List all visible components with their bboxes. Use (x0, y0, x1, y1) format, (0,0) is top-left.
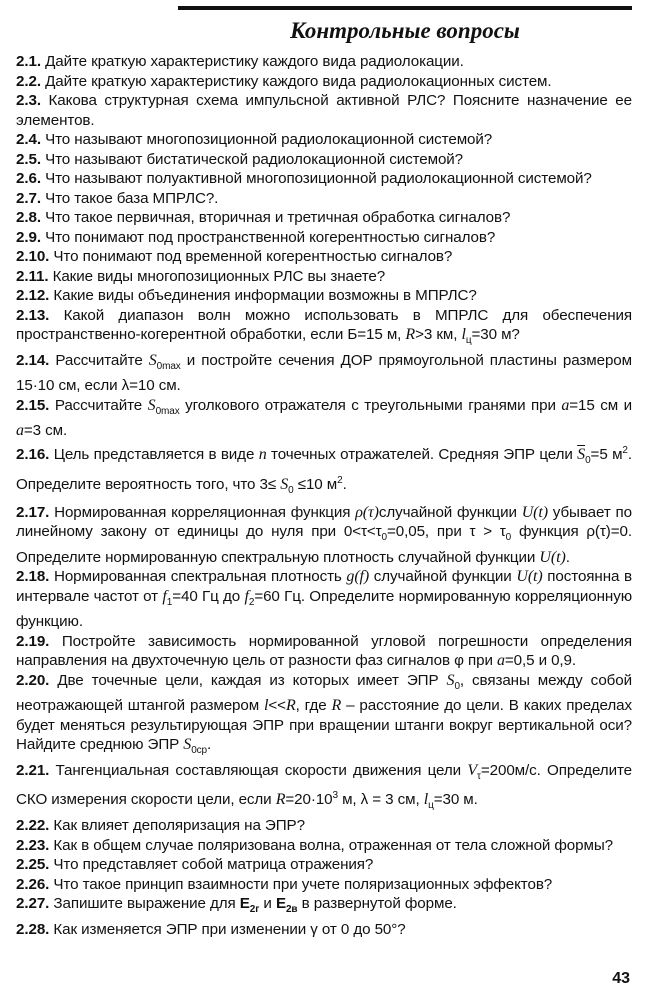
question-text: Что такое база МПРЛС?. (45, 189, 219, 207)
question-text: =30 м? (471, 326, 520, 343)
variable-s: S (446, 671, 455, 689)
question-2-16 (16, 441, 632, 502)
question-number: 2.23. (16, 836, 50, 854)
question-2-12 (16, 286, 632, 306)
question-text: Рассчитайте (54, 396, 148, 414)
question-2-1 (16, 52, 632, 72)
question-text: в развернутой форме. (297, 895, 457, 913)
question-text: Какие виды объединения информации возможны в МПРЛС? (53, 287, 477, 304)
question-text: Что называют бистатической радиолокационной системой? (45, 150, 464, 168)
question-number: 2.2. (16, 72, 41, 90)
question-text: Рассчитайте (55, 351, 149, 369)
variable-r: R (405, 326, 416, 343)
question-2-26 (16, 875, 632, 895)
subscript: 0 (381, 532, 387, 544)
question-2-19 (16, 632, 632, 671)
question-2-22 (16, 816, 632, 836)
question-text: Что называют многопозиционной радиолокационной системой? (45, 131, 493, 148)
variable-l: l (423, 791, 429, 809)
question-number: 2.15. (16, 396, 50, 414)
question-text: случайной функции (378, 503, 522, 521)
question-text: точечных отражателей. Средняя ЭПР цели (266, 445, 578, 463)
question-text: Что называют полуактивной многопозиционной радиолокационной системой? (45, 170, 592, 187)
question-number: 2.11. (16, 267, 49, 285)
question-number: 2.7. (16, 189, 41, 207)
variable-s-mean: $\overline{S}$ (577, 445, 586, 463)
question-text: . Определите вероятность того, что 3≤ (16, 445, 633, 494)
question-number: 2.10. (16, 248, 50, 265)
question-text: << (268, 697, 286, 715)
question-text: Что такое принцип взаимности при учете поляризационных эффектов? (53, 875, 553, 893)
question-text: Какие виды многопозиционных РЛС вы знаете? (52, 267, 386, 285)
question-number: 2.5. (16, 150, 41, 168)
question-text: =40 Гц до (172, 587, 245, 605)
question-text: =60 Гц. Определите нормированную корреляционную функцию. (16, 587, 632, 631)
question-text: Как изменяется ЭПР при изменении γ от 0 до 50°? (53, 920, 406, 938)
vector-e: E (275, 895, 286, 913)
superscript: 2 (622, 444, 628, 456)
question-text: – расстояние до цели. В каких пределах будет меняться результирующая ЭПР при вращении штанги вокруг вертикальной оси? Найдите среднюю ЭПР (16, 697, 632, 754)
question-text: =3 см. (23, 422, 68, 440)
question-number: 2.16. (16, 445, 50, 463)
question-number: 2.27. (16, 895, 50, 913)
question-2-27 (16, 894, 632, 920)
question-text: =0,05, при τ > τ (387, 523, 506, 541)
question-number: 2.22. (16, 817, 50, 835)
question-number: 2.9. (16, 228, 41, 246)
question-text: случайной функции (369, 568, 517, 586)
question-number: 2.21. (16, 761, 50, 779)
subscript: 2г (249, 904, 260, 916)
question-text: Как влияет деполяризация на ЭПР? (53, 817, 305, 835)
variable-n: n (258, 445, 267, 463)
question-2-25 (16, 855, 632, 875)
variable-r: R (285, 697, 296, 715)
question-2-3 (16, 91, 632, 130)
question-2-9 (16, 228, 632, 248)
question-text: уголкового отражателя с треугольными гранями при (179, 396, 562, 414)
variable-a: a (561, 396, 570, 414)
question-text: =30 м. (433, 791, 478, 809)
question-2-23 (16, 836, 632, 856)
function-u: U(t) (516, 568, 543, 586)
question-text: Как в общем случае поляризована волна, отраженная от тела сложной формы? (53, 836, 614, 854)
question-text: убывает по линейному закону от единицы до нуля при 0<τ<τ (16, 503, 632, 541)
question-number: 2.8. (16, 209, 41, 226)
question-text: Дайте краткую характеристику каждого вида радиолокации. (45, 53, 464, 70)
question-text: Тангенциальная составляющая скорости движения цели (55, 761, 468, 779)
variable-f: f (162, 587, 167, 605)
question-2-14 (16, 351, 632, 396)
variable-r: R (331, 697, 342, 715)
question-text: . (207, 736, 212, 754)
subscript: 0ср (191, 745, 208, 757)
question-2-13 (16, 306, 632, 351)
subscript: ц (465, 335, 472, 347)
question-number: 2.1. (16, 53, 41, 70)
variable-a: a (496, 652, 505, 670)
question-2-15 (16, 396, 632, 441)
question-number: 2.25. (16, 856, 50, 874)
variable-s: S (280, 476, 289, 494)
subscript: 1 (166, 596, 173, 608)
question-2-6 (16, 169, 632, 189)
question-number: 2.12. (16, 287, 50, 304)
question-2-4 (16, 130, 632, 150)
page-title: Контрольные вопросы (290, 18, 520, 43)
variable-s: S (147, 396, 156, 414)
question-text: м, λ = 3 см, (337, 791, 424, 809)
subscript: 0 (505, 532, 512, 544)
question-2-28 (16, 920, 632, 940)
question-text: Что такое первичная, вторичная и третичная обработка сигналов? (45, 209, 511, 226)
question-text: и (259, 895, 276, 913)
question-text: Нормированная спектральная плотность (53, 568, 347, 586)
variable-a: a (16, 422, 24, 440)
question-text: Что представляет собой матрица отражения? (53, 856, 374, 874)
variable-v: V (467, 761, 477, 779)
question-2-7 (16, 189, 632, 209)
question-text: постоянна в интервале частот от (16, 568, 632, 605)
page-number: 43 (612, 970, 630, 987)
subscript: 2 (248, 596, 255, 608)
variable-l: l (461, 326, 466, 343)
question-number: 2.20. (16, 671, 50, 689)
function-g: g(f) (346, 568, 370, 586)
question-2-20 (16, 671, 632, 761)
question-text: Дайте краткую характеристику каждого вида радиолокационных систем. (45, 72, 552, 90)
question-text: , связаны между собой неотражающей штангой размером (16, 671, 632, 715)
function-rho: ρ(τ) (355, 503, 379, 521)
question-number: 2.3. (16, 92, 41, 109)
question-number: 2.19. (16, 632, 50, 650)
question-text: =20·10 (285, 791, 333, 809)
question-text: =5 м (590, 445, 623, 463)
question-2-5 (16, 150, 632, 170)
function-u: U(t) (539, 548, 566, 566)
question-number: 2.6. (16, 170, 41, 187)
subscript: 0 (288, 485, 294, 497)
question-text: Две точечные цели, каждая из которых имеет ЭПР (57, 671, 447, 689)
question-number: 2.14. (16, 351, 50, 369)
subscript: 0 (585, 454, 591, 466)
subscript: 0max (155, 405, 180, 417)
question-number: 2.17. (16, 503, 50, 521)
variable-f: f (244, 587, 249, 605)
subscript: 2в (285, 904, 298, 916)
question-2-8 (16, 208, 632, 228)
question-text: =15 см и (569, 396, 633, 414)
superscript: 2 (337, 475, 343, 487)
subscript: 0max (156, 360, 181, 372)
question-text: и постройте сечения ДОР прямоугольной пластины размером 15·10 см, если λ=10 см. (16, 351, 632, 395)
question-number: 2.26. (16, 875, 50, 893)
question-number: 2.4. (16, 131, 41, 148)
question-text: функция ρ(τ)=0. Определите нормированную спектральную плотность случайной функции (16, 523, 632, 566)
question-2-2 (16, 72, 632, 92)
questions-list (16, 52, 632, 939)
question-text: >3 км, (415, 326, 462, 343)
question-text: . (565, 548, 570, 566)
question-number: 2.28. (16, 920, 50, 938)
header-rule (178, 6, 632, 10)
question-2-17 (16, 503, 632, 568)
subscript: 0 (454, 680, 460, 692)
question-number: 2.13. (16, 306, 50, 324)
question-text: Постройте зависимость нормированной угловой погрешности определения направления на двухточечную цель от разности фаз сигналов φ при (16, 632, 632, 670)
question-text: ≤10 м (293, 476, 338, 494)
function-u: U(t) (521, 503, 548, 521)
question-text: , где (295, 697, 332, 715)
subscript: τ (477, 770, 481, 782)
variable-s: S (183, 736, 192, 754)
question-text: Какова структурная схема импульсной активной РЛС? Поясните назначение ее элементов. (16, 92, 633, 129)
question-2-18 (16, 567, 632, 632)
question-text: Нормированная корреляционная функция (54, 503, 356, 521)
question-number: 2.18. (16, 568, 50, 586)
variable-l: l (264, 697, 269, 715)
question-text: . (342, 476, 347, 494)
question-text: Запишите выражение для (53, 895, 240, 913)
question-text: Что понимают под пространственной когерентностью сигналов? (45, 228, 496, 246)
question-2-21 (16, 761, 632, 816)
superscript: 3 (332, 790, 338, 802)
question-text: Какой диапазон волн можно использовать в МПРЛС для обеспечения пространственно-когерентной обработки, если Б=15 м, (16, 306, 632, 343)
variable-r: R (275, 791, 286, 809)
question-2-10 (16, 247, 632, 267)
vector-e: E (239, 895, 250, 913)
question-text: =0,5 и 0,9. (504, 652, 577, 670)
variable-s: S (148, 351, 157, 369)
question-text: Что понимают под временной когерентностью сигналов? (53, 248, 453, 265)
subscript: ц (428, 800, 434, 812)
question-2-11 (16, 267, 632, 287)
question-text: =200м/с. Определите СКО измерения скорости цели, если (16, 761, 632, 809)
question-text: Цель представляется в виде (53, 445, 259, 463)
